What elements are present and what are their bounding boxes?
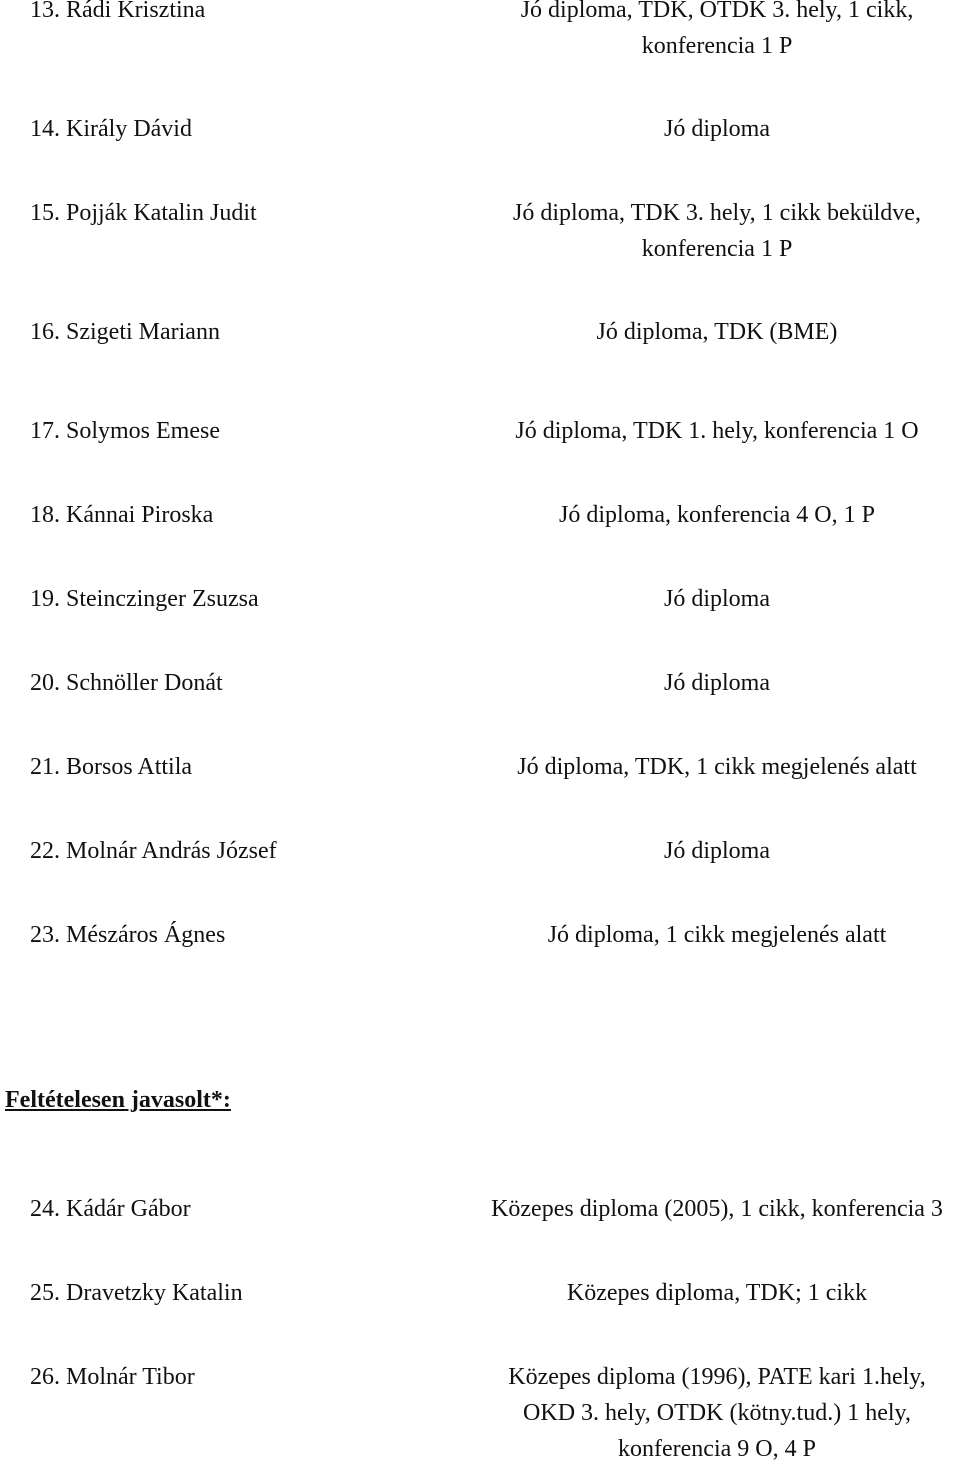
candidate-name: 19. Steinczinger Zsuzsa	[30, 586, 259, 612]
candidate-description	[470, 111, 960, 147]
candidate-description	[470, 917, 960, 953]
candidate-name: 13. Rádi Krisztina	[30, 0, 206, 23]
candidate-description	[470, 195, 960, 267]
candidate-name: 24. Kádár Gábor	[30, 1196, 191, 1222]
description-line: Jó diploma	[664, 116, 770, 142]
candidate-name: 17. Solymos Emese	[30, 418, 220, 444]
description-line: Közepes diploma, TDK; 1 cikk	[566, 1280, 868, 1306]
candidate-description	[470, 1359, 960, 1467]
section-heading: Feltételesen javasolt*:	[5, 1087, 231, 1113]
candidate-description	[470, 581, 960, 617]
candidate-description	[470, 314, 960, 350]
candidate-description	[470, 497, 960, 533]
candidate-description	[470, 1275, 960, 1311]
candidate-description	[470, 0, 960, 64]
candidate-description	[470, 749, 960, 785]
description-line: Közepes diploma (1996), PATE kari 1.hely,	[508, 1364, 926, 1390]
description-line: Közepes diploma (2005), 1 cikk, konferencia 3	[491, 1196, 943, 1222]
description-line: OKD 3. hely, OTDK (kötny.tud.) 1 hely,	[523, 1400, 911, 1426]
description-line: Jó diploma	[664, 838, 770, 864]
description-line: Jó diploma, TDK 3. hely, 1 cikk beküldve,	[513, 200, 921, 226]
description-line: Jó diploma, TDK, OTDK 3. hely, 1 cikk,	[520, 0, 914, 23]
description-line: konferencia 9 O, 4 P	[618, 1436, 816, 1462]
candidate-description	[470, 1191, 960, 1227]
candidate-name: 21. Borsos Attila	[30, 754, 193, 780]
description-line: Jó diploma, 1 cikk megjelenés alatt	[547, 922, 887, 948]
description-line: Jó diploma	[664, 670, 770, 696]
description-line: Jó diploma, TDK 1. hely, konferencia 1 O	[515, 418, 919, 444]
description-line: konferencia 1 P	[641, 236, 793, 262]
candidate-name: 20. Schnöller Donát	[30, 670, 223, 696]
candidate-name: 23. Mészáros Ágnes	[30, 922, 226, 948]
candidate-description	[470, 413, 960, 449]
candidate-description	[470, 833, 960, 869]
candidate-description	[470, 665, 960, 701]
candidate-name: 18. Kánnai Piroska	[30, 502, 214, 528]
candidate-name: 16. Szigeti Mariann	[30, 319, 220, 345]
candidate-name: 25. Dravetzky Katalin	[30, 1280, 243, 1306]
candidate-name: 26. Molnár Tibor	[30, 1364, 195, 1390]
description-line: Jó diploma	[664, 586, 770, 612]
candidate-name: 15. Pojják Katalin Judit	[30, 200, 257, 226]
description-line: Jó diploma, konferencia 4 O, 1 P	[559, 502, 875, 528]
candidate-name: 14. Király Dávid	[30, 116, 192, 142]
description-line: konferencia 1 P	[641, 33, 793, 59]
description-line: Jó diploma, TDK (BME)	[596, 319, 838, 345]
candidate-name: 22. Molnár András József	[30, 838, 277, 864]
description-line: Jó diploma, TDK, 1 cikk megjelenés alatt	[517, 754, 917, 780]
